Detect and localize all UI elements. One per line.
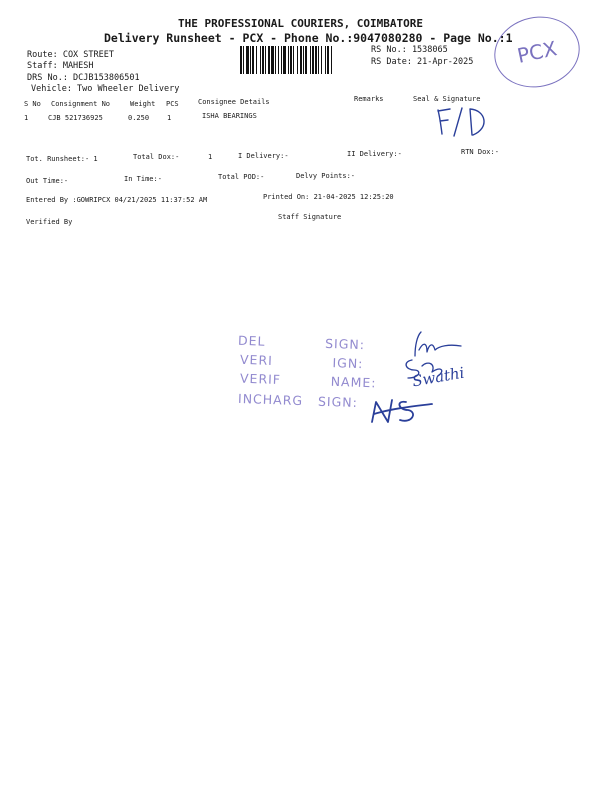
barcode-bar [288,46,289,74]
row-consignee: ISHA BEARINGS [202,112,257,120]
col-weight: Weight [130,100,156,108]
col-seal-signature: Seal & Signature [413,95,481,103]
verified-by: Verified By [26,218,73,226]
col-consignment: Consignment No [51,100,111,108]
total-pod: Total POD:- [218,173,265,181]
barcode-bar [315,46,317,74]
row-consignment: CJB 521736925 [48,114,103,122]
barcode-bar [256,46,257,74]
vehicle-info: Vehicle: Two Wheeler Delivery [31,84,180,94]
tot-runsheet: Tot. Runsheet:- 1 [26,155,98,163]
stamp-line-verified-name: VERIF NAME: [239,370,377,391]
barcode-bar [281,46,282,74]
barcode-bar [303,46,304,74]
barcode-bar [293,46,294,74]
barcode-bar [297,46,298,74]
barcode-bar [300,46,302,74]
rtn-dox: RTN Dox:- [461,148,499,156]
col-consignee: Consignee Details [198,98,270,106]
total-dox-value: 1 [208,153,213,161]
total-dox-label: Total Dox:- [133,153,180,161]
barcode-bar [265,46,266,74]
barcode-bar [250,46,251,74]
delvy-points: Delvy Points:- [296,172,356,180]
stamp-line-verified-sign: VERI IGN: [239,351,364,372]
entered-by: Entered By :GOWRIPCX 04/21/2025 11:37:52 AM [26,196,208,204]
staff-info: Staff: MAHESH [27,61,94,71]
company-title: THE PROFESSIONAL COURIERS, COIMBATORE [178,17,424,30]
stamp-line-delivered-sign: DEL SIGN: [237,332,366,353]
rs-date: RS Date: 21-Apr-2025 [371,57,474,67]
printed-on: Printed On: 21-04-2025 12:25:20 [263,193,394,201]
handwritten-name: Swathi [410,363,466,391]
runsheet-title: Delivery Runsheet - PCX - Phone No.:9047080280 - Page No.:1 [104,31,513,45]
barcode-bar [318,46,319,74]
pcx-stamp [488,9,587,95]
barcode-bar [246,46,249,74]
barcode [240,46,364,74]
ii-delivery: II Delivery:- [347,150,402,158]
barcode-bar [325,46,326,74]
barcode-bar [268,46,270,74]
in-time: In Time:- [124,175,162,183]
barcode-bar [260,46,261,74]
barcode-bar [331,46,332,74]
handwritten-signature-3 [366,392,436,432]
handwritten-signature-fd [432,104,494,140]
barcode-bar [243,46,244,74]
staff-signature-label: Staff Signature [278,213,342,221]
col-sno: S No [24,100,41,108]
route-info: Route: COX STREET [27,50,114,60]
barcode-bar [290,46,292,74]
barcode-bar [271,46,274,74]
barcode-bar [312,46,314,74]
row-weight: 0.250 [128,114,150,122]
pcx-stamp-text: PCX [515,36,559,68]
row-sno: 1 [24,114,29,122]
barcode-bar [283,46,286,74]
out-time: Out Time:- [26,177,69,185]
col-remarks: Remarks [354,95,384,103]
drs-number: DRS No.: DCJB153806501 [27,73,140,83]
barcode-bar [278,46,279,74]
barcode-bar [305,46,307,74]
barcode-bar [321,46,322,74]
barcode-bar [327,46,329,74]
barcode-bar [310,46,311,74]
stamp-line-incharge-sign: INCHARG SIGN: [237,390,359,411]
col-pcs: PCS [166,100,179,108]
barcode-bar [275,46,276,74]
rs-number: RS No.: 1538065 [371,45,448,55]
barcode-bar [262,46,264,74]
barcode-bar [240,46,242,74]
i-delivery: I Delivery:- [238,152,289,160]
row-pcs: 1 [167,114,172,122]
barcode-bar [252,46,254,74]
